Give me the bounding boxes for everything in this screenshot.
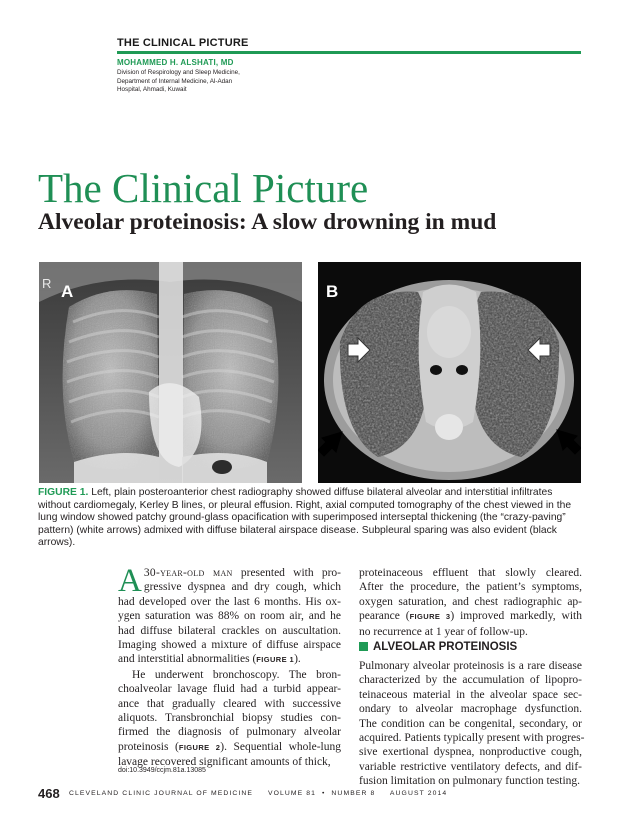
text-run: He underwent bronchoscopy. The bron- (132, 668, 341, 681)
text-line (118, 580, 341, 594)
text-run: characterized by the accumulation of lipopro- (359, 674, 582, 687)
text-run: proteinosis ( (118, 740, 179, 753)
text-run: firmed the diagnosis of pulmonary alveolar (118, 726, 341, 739)
right-column-lines (359, 566, 582, 639)
text-run: The condition can be congenital, secondary, or (359, 717, 582, 730)
text-line (118, 652, 341, 667)
text-run: ) improved markedly, with (450, 610, 582, 623)
figure-caption-text: Left, plain posteroanterior chest radiography showed diffuse bilateral alveolar and interstitial infiltrates without cardiomegaly, Kerley B lines, or pleural effusion. Right, axial computed tomography of the chest viewed in the lung window showed patchy ground-glass opacification with superimposed interseptal thickening (the “crazy-paving” pattern) (white arrows) admixed with diffuse bilateral airspace disease. Subpleural sparing was also evident (black arrows). (38, 487, 572, 549)
text-run: fusion limitation on pulmonary function testing. (359, 775, 581, 788)
affiliation-line: Hospital, Ahmadi, Kuwait (117, 86, 187, 94)
text-line (118, 668, 341, 682)
figure-panel-a-radiograph (39, 262, 302, 483)
text-run: acquired. Patients typically present with progres- (359, 732, 585, 745)
panel-a-letter: A (61, 282, 74, 301)
text-line (118, 697, 341, 711)
text-run: had developed over the last 6 months. His ox- (118, 595, 341, 608)
text-run: lavage recovered significant amounts of thick, (118, 756, 331, 769)
affiliation-line: Department of Internal Medicine, Al-Adan (117, 77, 233, 85)
text-line (359, 731, 585, 745)
series-title: The Clinical Picture (38, 165, 369, 211)
article-title: Alveolar proteinosis: A slow drowning in mud (38, 209, 497, 235)
right-section-lines (359, 659, 585, 789)
body-right-column-section (359, 659, 585, 789)
text-line (359, 659, 582, 673)
affiliation-line: Division of Respirology and Sleep Medicine, (117, 69, 240, 76)
text-line (118, 638, 341, 652)
text-run: ). (294, 653, 301, 666)
text-line (118, 595, 341, 609)
text-line (359, 609, 582, 624)
text-run: proteinaceous effluent that slowly cleared. (359, 567, 582, 579)
text-line (118, 725, 341, 739)
text-run: had diffuse bilateral crackles on auscultation. (118, 624, 341, 637)
radiograph-image (39, 262, 302, 483)
text-run: After the procedure, the patient’s symptoms, (359, 581, 582, 594)
figure-reference: FIGURE 2 (178, 742, 221, 752)
author-name: MOHAMMED H. ALSHATI, MD (117, 58, 234, 67)
text-line (359, 760, 582, 774)
text-line (118, 682, 341, 696)
subhead-square-icon (359, 642, 368, 651)
text-run: pearance ( (359, 610, 410, 623)
text-run: presented with pro- (232, 567, 341, 579)
panel-b-letter: B (326, 282, 339, 301)
text-line (118, 711, 341, 725)
smallcaps-lead: 30-year-old man (143, 567, 233, 579)
body-right-column (359, 566, 582, 639)
text-run: Imaging showed a mixture of diffuse airspace (118, 639, 341, 652)
text-line (359, 688, 582, 702)
subhead (359, 641, 517, 653)
text-line (359, 580, 582, 594)
section-rule (117, 51, 581, 54)
left-column-lines (118, 563, 341, 770)
text-line (118, 609, 341, 623)
text-line (359, 745, 582, 759)
text-line (359, 625, 582, 639)
text-line (118, 740, 341, 755)
text-line (359, 702, 582, 716)
text-run: sive exertional dyspnea, nonproductive cough, (359, 746, 582, 759)
text-run: choalveolar lavage fluid had a turbid appear- (118, 683, 341, 696)
section-label: THE CLINICAL PICTURE (117, 37, 249, 49)
side-marker-r: R (42, 276, 52, 291)
text-run: aliquots. Transbronchial biopsy studies con- (118, 712, 341, 725)
text-line (118, 624, 341, 638)
figure-reference: FIGURE 1 (256, 655, 295, 665)
doi: doi:10.3949/ccjm.81a.13085 (118, 767, 206, 774)
body-left-column (118, 563, 341, 770)
page-number: 468 (38, 786, 60, 801)
text-run: variable restrictive ventilatory defects, and dif- (359, 760, 582, 773)
dropcap: A (118, 563, 142, 599)
text-line (359, 673, 582, 687)
text-run: ). Sequential whole-lung (220, 740, 341, 753)
figure-caption (38, 487, 582, 550)
text-run: ance that gradually cleared with successive (118, 697, 341, 710)
text-line (359, 595, 582, 609)
text-line (359, 717, 582, 731)
text-run: teinaceous material in the alveolar space sec- (359, 688, 582, 701)
text-run: and interstitial abnormalities ( (118, 653, 257, 666)
figure-reference: FIGURE 3 (409, 612, 451, 622)
text-run: gressive dyspnea and dry cough, which (143, 581, 341, 594)
ct-image (318, 262, 581, 483)
text-line (118, 566, 341, 580)
text-run: ygen saturation was 88% on room air, and he (118, 610, 341, 623)
text-line (359, 566, 582, 580)
text-line (359, 774, 582, 788)
text-run: oxygen saturation, and chest radiographic ap- (359, 595, 582, 608)
running-footer: CLEVELAND CLINIC JOURNAL OF MEDICINE VOLUME 81 • NUMBER 8 AUGUST 2014 (69, 790, 448, 797)
figure-caption-label: FIGURE 1. (38, 487, 89, 498)
figure-panel-b-ct (318, 262, 581, 483)
subhead-text: ALVEOLAR PROTEINOSIS (373, 641, 518, 653)
text-run: no recurrence at 1 year of follow-up. (359, 625, 528, 638)
text-run: Pulmonary alveolar proteinosis is a rare disease (359, 660, 582, 672)
text-run: ondary to alveolar macrophage dysfunction. (359, 703, 582, 716)
